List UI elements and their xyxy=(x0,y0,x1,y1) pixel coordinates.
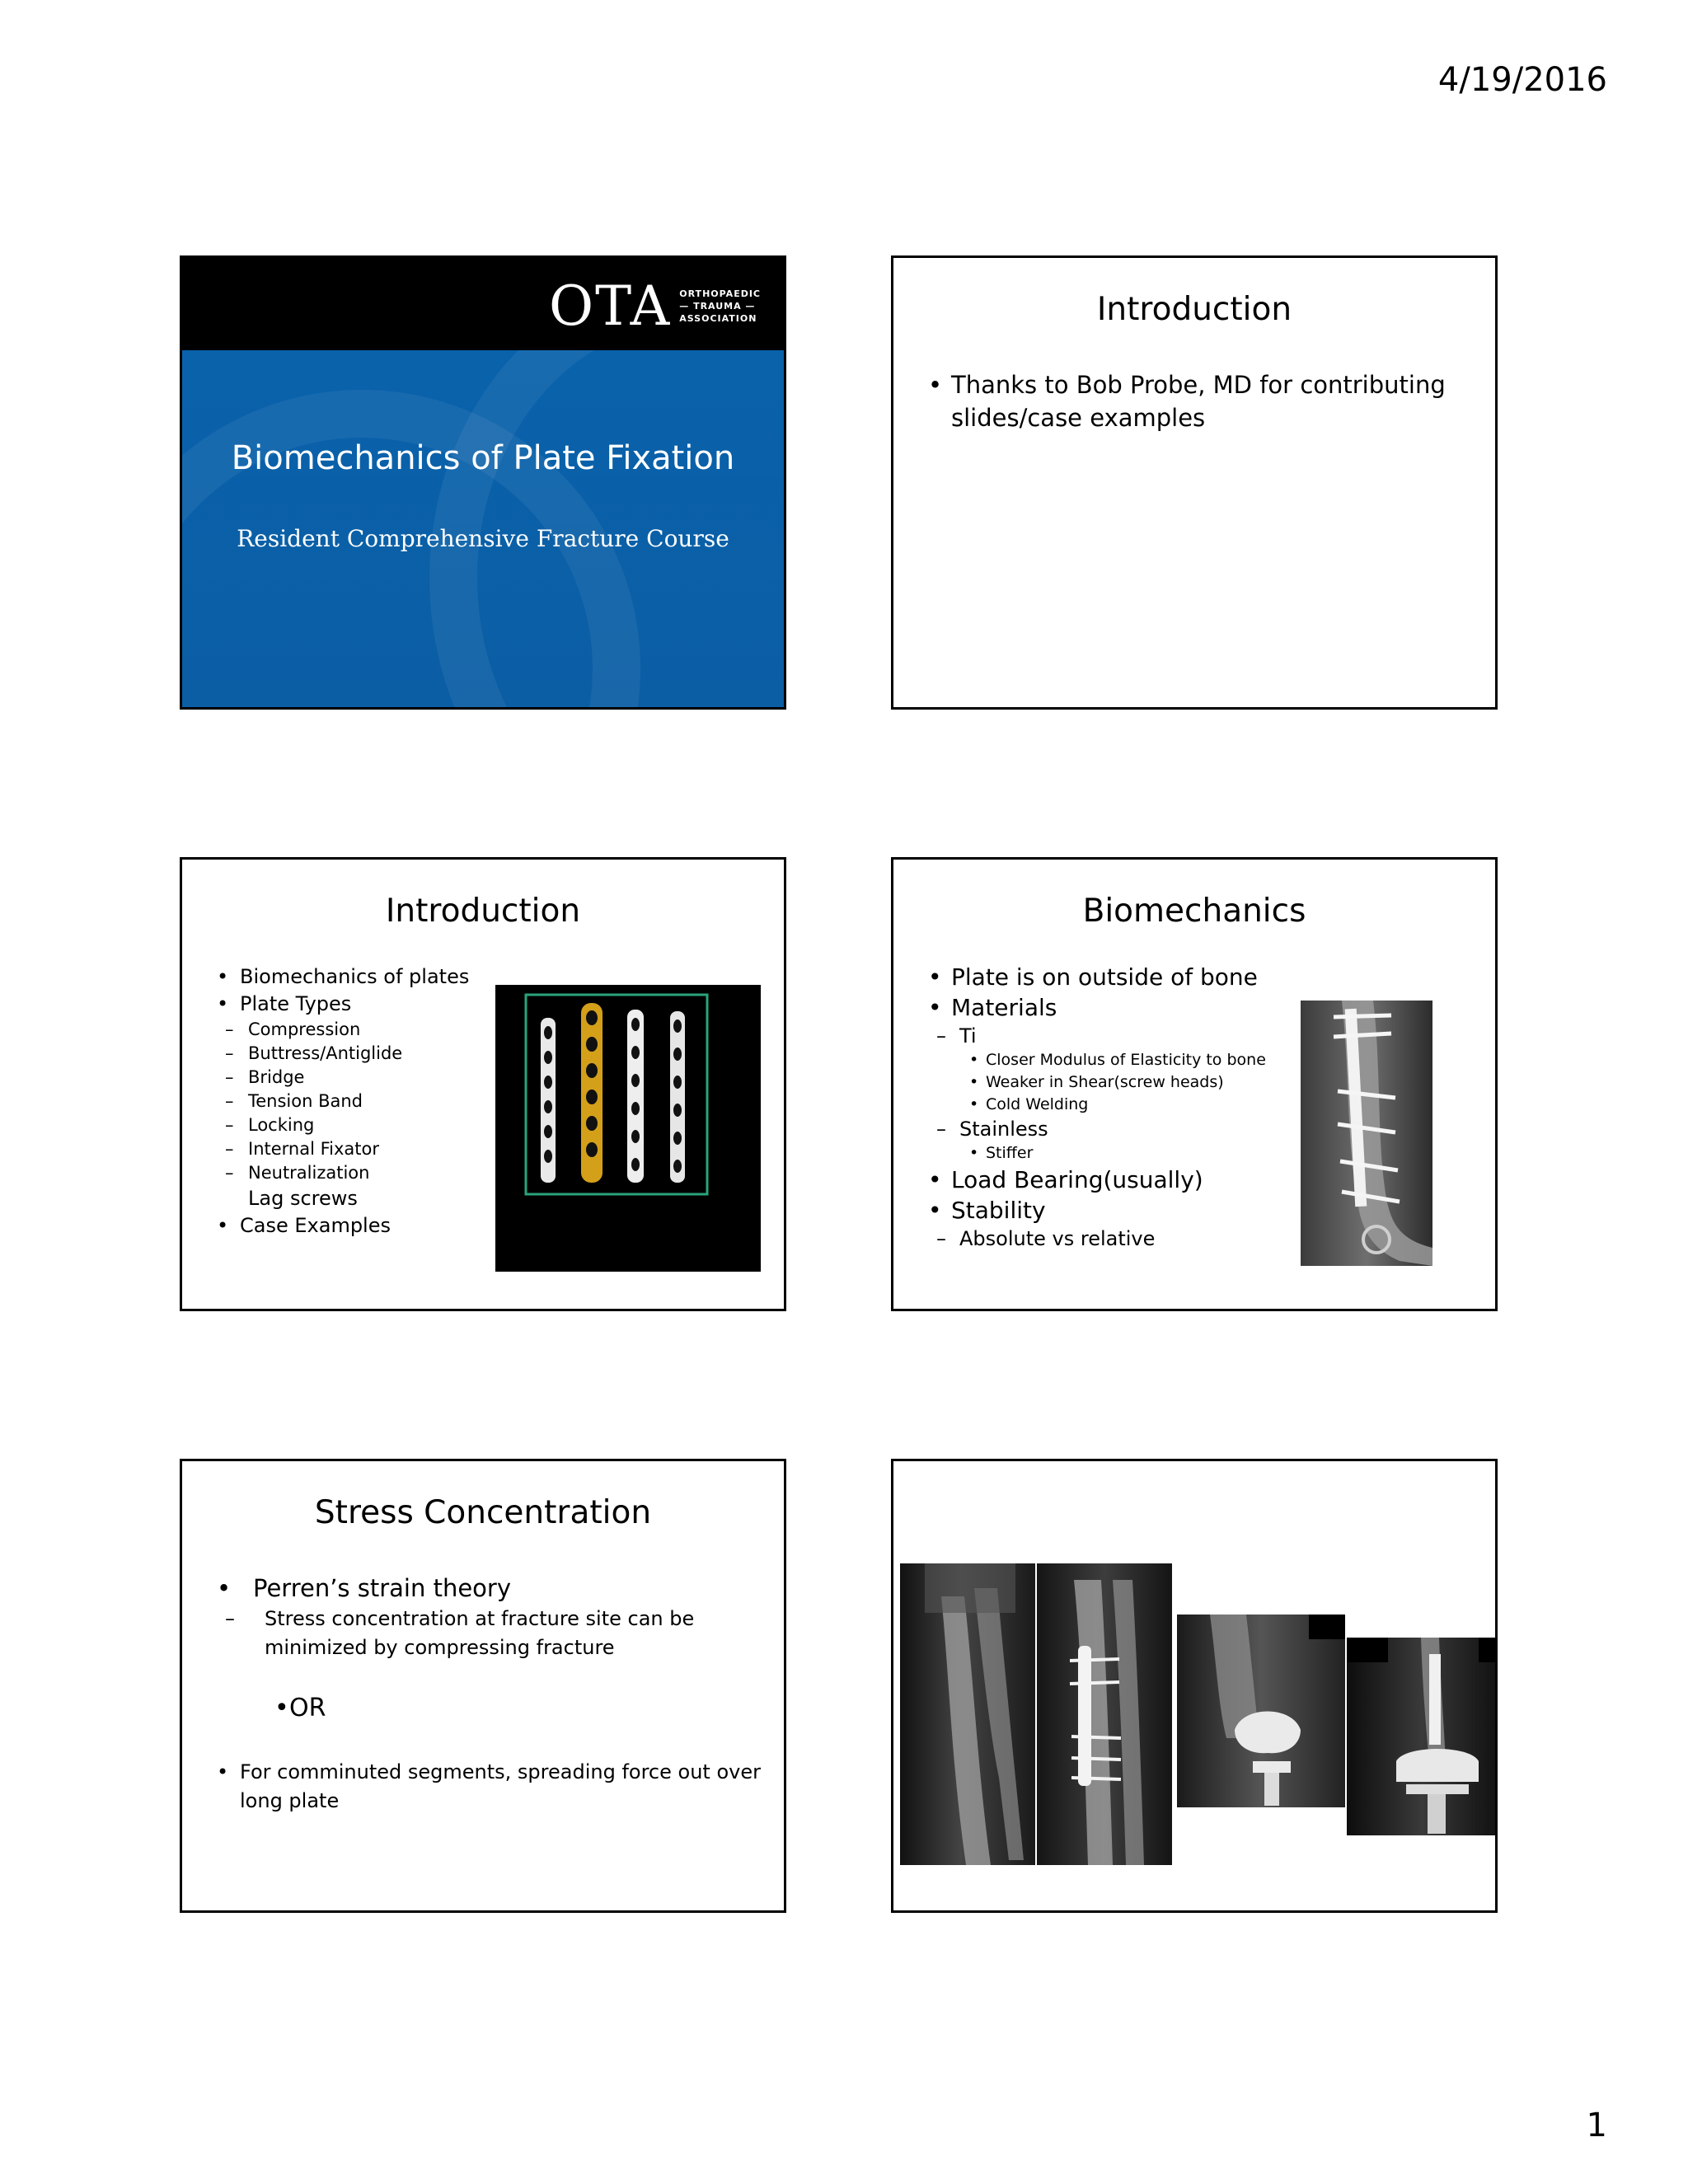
list-subsubitem: • Stiffer xyxy=(928,1142,1266,1165)
slide-introduction-thanks xyxy=(891,255,1498,710)
list-subitem: – Neutralization xyxy=(217,1161,469,1185)
logo-line: — TRAUMA — xyxy=(679,301,756,312)
slide-case-xrays xyxy=(891,1459,1498,1913)
list-item: • Materials xyxy=(928,992,1266,1023)
list-item: • Plate Types xyxy=(217,991,469,1018)
bullet-list xyxy=(928,962,1266,1252)
list-item-or: • OR xyxy=(274,1692,761,1725)
xray-illustration xyxy=(900,1563,1035,1865)
list-subsubitem: • Weaker in Shear(screw heads) xyxy=(928,1071,1266,1094)
plates-illustration xyxy=(495,985,761,1272)
logo-mark: OTA xyxy=(549,274,672,338)
list-item: • Load Bearing(usually) xyxy=(928,1165,1266,1195)
logo-line: ORTHOPAEDIC xyxy=(679,288,761,299)
bullet-list xyxy=(928,368,1446,434)
list-subitem: – Bridge xyxy=(217,1066,469,1090)
list-subsubitem: • Closer Modulus of Elasticity to bone xyxy=(928,1049,1266,1071)
xray-illustration xyxy=(1037,1563,1172,1865)
list-subitem: – Stress concentration at fracture site can be xyxy=(217,1605,761,1633)
page-date: 4/19/2016 xyxy=(1437,61,1607,99)
logo-line: ASSOCIATION xyxy=(679,313,757,324)
xray-illustration xyxy=(1301,1001,1432,1266)
xray-plated-bone xyxy=(1301,1001,1432,1266)
list-item: • Case Examples xyxy=(217,1212,469,1240)
bullet-list xyxy=(217,1572,761,1816)
list-subitem: – Compression xyxy=(217,1018,469,1042)
bullet-list xyxy=(217,963,469,1240)
list-item: • For comminuted segments, spreading force out over xyxy=(217,1758,761,1787)
list-subitem: – Locking xyxy=(217,1113,469,1137)
list-item: • Thanks to Bob Probe, MD for contributing xyxy=(928,368,1446,401)
slide-introduction-outline xyxy=(180,857,786,1311)
list-item: • Biomechanics of plates xyxy=(217,963,469,991)
slide-title: Introduction xyxy=(1096,291,1292,328)
ota-logo xyxy=(549,274,761,338)
list-item: • Plate is on outside of bone xyxy=(928,962,1266,992)
slide-title: Biomechanics xyxy=(1082,893,1306,930)
list-subitem: – Internal Fixator xyxy=(217,1137,469,1161)
slide-title-slide xyxy=(180,255,786,710)
presentation-subtitle: Resident Comprehensive Fracture Course xyxy=(237,525,729,552)
list-item-continuation: long plate xyxy=(240,1789,340,1812)
slide-biomechanics xyxy=(891,857,1498,1311)
list-item: • Perren’s strain theory xyxy=(217,1572,761,1605)
slide-title: Introduction xyxy=(385,893,581,930)
list-subitem: – Tension Band xyxy=(217,1090,469,1113)
list-item-plain: Lag screws xyxy=(248,1187,358,1210)
list-subitem-continuation: minimized by compressing fracture xyxy=(265,1636,615,1659)
slide-title: Stress Concentration xyxy=(314,1494,652,1531)
plates-photo xyxy=(495,985,761,1272)
page-number: 1 xyxy=(1586,2107,1607,2144)
list-subitem: – Ti xyxy=(928,1023,1266,1049)
list-subsubitem: • Cold Welding xyxy=(928,1094,1266,1116)
list-item-continuation: slides/case examples xyxy=(951,404,1206,432)
list-subitem: – Buttress/Antiglide xyxy=(217,1042,469,1066)
logo-text xyxy=(679,288,761,325)
presentation-title: Biomechanics of Plate Fixation xyxy=(231,439,735,477)
list-subitem: – Stainless xyxy=(928,1116,1266,1142)
list-item: • Stability xyxy=(928,1195,1266,1226)
xray-forearm-fracture xyxy=(900,1563,1035,1865)
xray-illustration xyxy=(1347,1638,1498,1835)
xray-forearm-plated xyxy=(1037,1563,1172,1865)
xray-knee-revision xyxy=(1347,1638,1498,1835)
list-subitem: – Absolute vs relative xyxy=(928,1226,1266,1252)
slide-stress-concentration xyxy=(180,1459,786,1913)
xray-knee-arthroplasty-fracture xyxy=(1177,1615,1345,1807)
xray-illustration xyxy=(1177,1615,1345,1807)
